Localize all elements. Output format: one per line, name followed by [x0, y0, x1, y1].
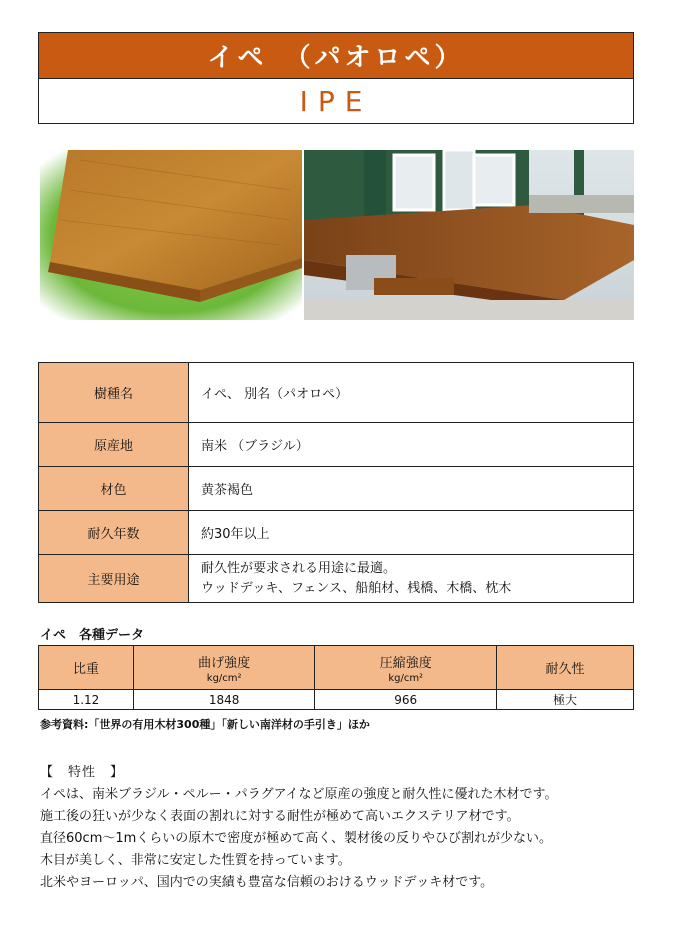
- spec-label: 原産地: [39, 423, 189, 467]
- feature-line: 木目が美しく、非常に安定した性質を持っています。: [40, 853, 351, 868]
- spec-row-uses: [39, 555, 634, 603]
- data-value-row: [39, 690, 634, 710]
- spec-table: [38, 362, 634, 603]
- data-cell: 966: [315, 690, 497, 710]
- header-label: 比重: [72, 662, 99, 677]
- header-unit: kg/cm²: [206, 672, 242, 684]
- features-section: [40, 762, 557, 894]
- spec-row-durability: [39, 511, 634, 555]
- data-cell: 極大: [496, 690, 633, 710]
- photo-strip: [40, 150, 635, 320]
- spec-label: 材色: [39, 467, 189, 511]
- spec-value: 約30年以上: [189, 511, 634, 555]
- header-label: 耐久性: [545, 662, 585, 677]
- spec-value-line: 耐久性が要求される用途に最適。: [201, 560, 397, 576]
- reference-note: 参考資料:「世界の有用木材300種」「新しい南洋材の手引き」ほか: [40, 718, 370, 731]
- spec-row-color: [39, 467, 634, 511]
- spec-value: 南米 （ブラジル）: [189, 423, 634, 467]
- data-header-cell: [496, 646, 633, 690]
- feature-line: 北米やヨーロッパ、国内での実績も豊富な信頼のおけるウッドデッキ材です。: [40, 875, 494, 890]
- data-table: [38, 645, 634, 710]
- data-header-row: [39, 646, 634, 690]
- header-label: 曲げ強度: [198, 655, 251, 671]
- spec-row-species: [39, 363, 634, 423]
- deck-photo: [304, 150, 634, 320]
- data-cell: 1.12: [39, 690, 134, 710]
- page-title: イペ （パオロペ）: [39, 33, 633, 79]
- data-header-cell: [315, 646, 497, 690]
- spec-value: 黄茶褐色: [189, 467, 634, 511]
- data-header-cell: [133, 646, 315, 690]
- header-unit: kg/cm²: [388, 672, 424, 684]
- spec-value-line: ウッドデッキ、フェンス、船舶材、桟橋、木橋、枕木: [201, 580, 512, 596]
- spec-value: [189, 555, 634, 603]
- feature-line: イペは、南米ブラジル・ペルー・パラグアイなど原産の強度と耐久性に優れた木材です。: [40, 787, 558, 802]
- board-photo: [40, 150, 302, 320]
- feature-line: 施工後の狂いが少なく表面の割れに対する耐性が極めて高いエクステリア材です。: [40, 809, 520, 824]
- spec-value: イペ、 別名（パオロペ）: [189, 363, 634, 423]
- features-heading: 【 特性 】: [40, 765, 125, 780]
- title-box: [38, 32, 634, 124]
- feature-line: 直径60cm～1mくらいの原木で密度が極めて高く、製材後の反りやひび割れが少ない。: [40, 831, 553, 846]
- spec-row-origin: [39, 423, 634, 467]
- page-subtitle: IPE: [299, 84, 373, 118]
- spec-label: 耐久年数: [39, 511, 189, 555]
- data-header-cell: [39, 646, 134, 690]
- data-heading: イペ 各種データ: [40, 628, 145, 643]
- spec-label: 主要用途: [39, 555, 189, 603]
- spec-label: 樹種名: [39, 363, 189, 423]
- data-cell: 1848: [133, 690, 315, 710]
- header-label: 圧縮強度: [379, 655, 432, 671]
